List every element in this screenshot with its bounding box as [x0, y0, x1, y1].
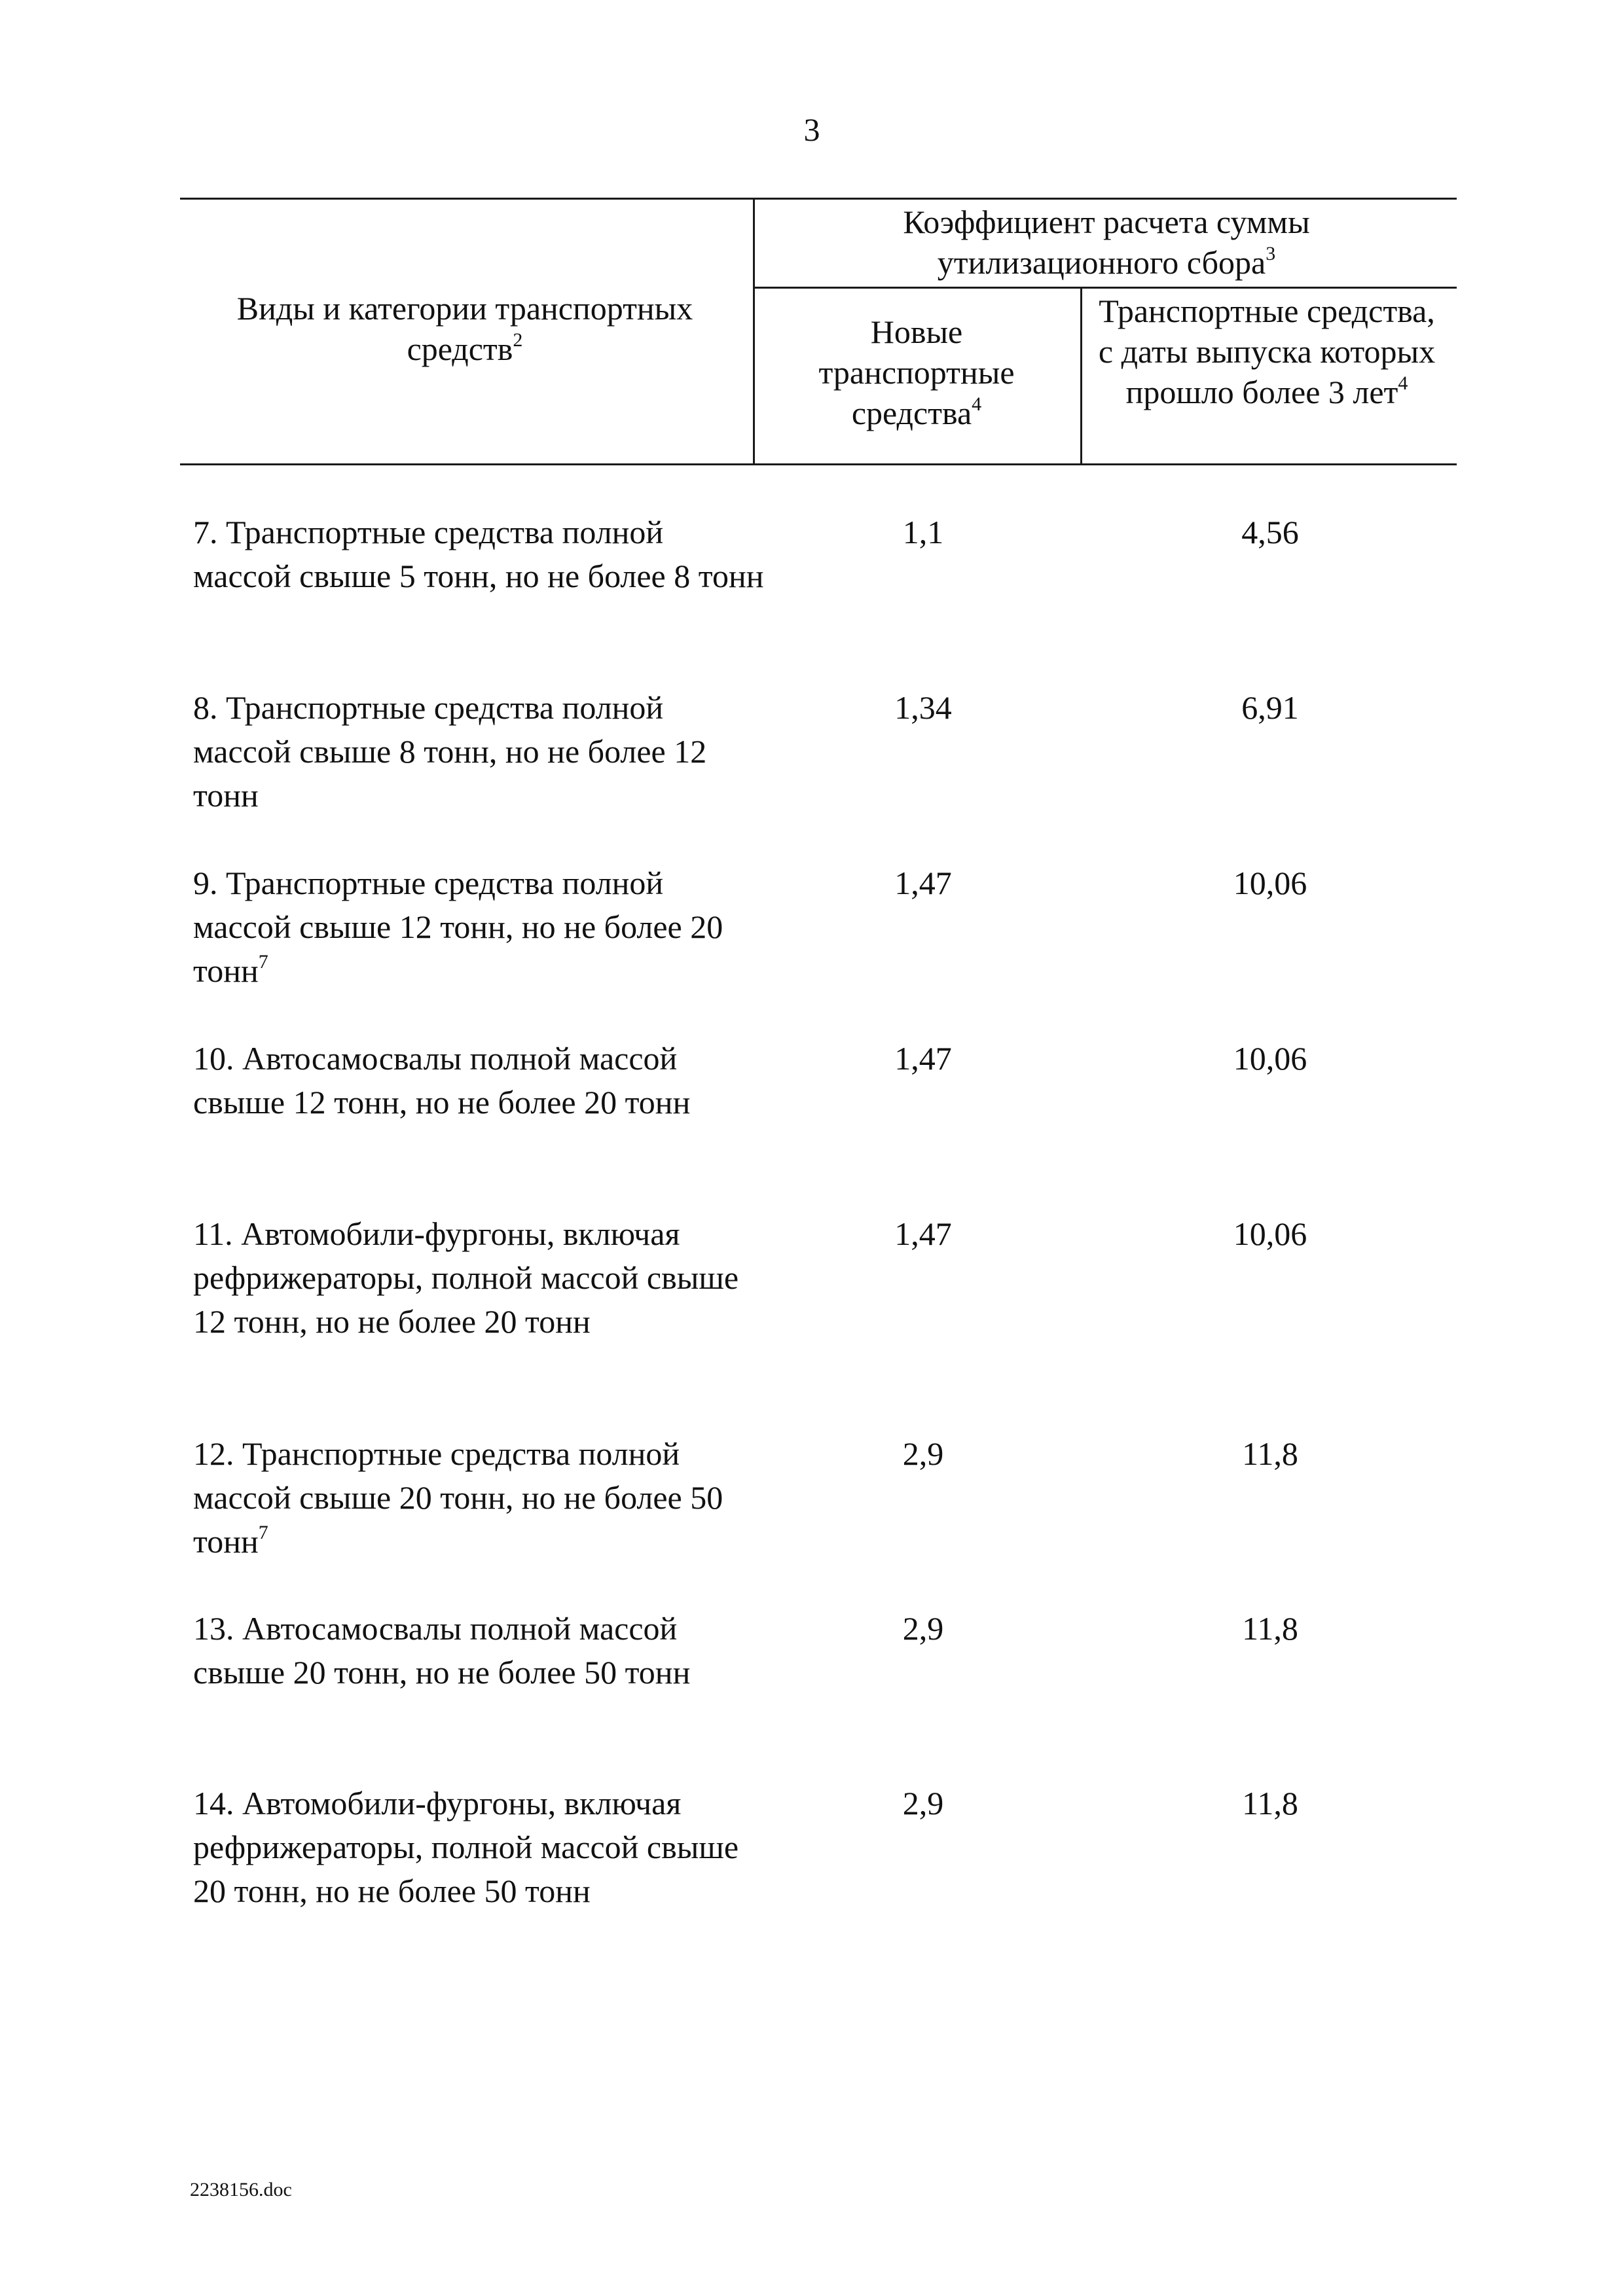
header-bottom-rule — [180, 463, 1457, 465]
row-value-old: 11,8 — [1242, 1610, 1298, 1647]
row-value-new: 1,47 — [894, 865, 952, 901]
row-label: 10. Автосамосвалы полной массой свыше 12 тонн, но не более 20 тонн — [193, 1040, 691, 1121]
column-header-new-vehicles-text: Новые транспортные средства — [818, 314, 1015, 431]
row-value-old: 10,06 — [1233, 1040, 1307, 1077]
column-group-header-text: Коэффициент расчета суммы утилизационного сбора — [903, 204, 1310, 281]
row-label: 8. Транспортные средства полной массой свыше 8 тонн, но не более 12 тонн — [193, 689, 707, 814]
footnote-ref-2: 2 — [513, 329, 523, 351]
row-value-old: 10,06 — [1233, 865, 1307, 901]
row-value-new: 1,34 — [894, 689, 952, 726]
row-value-new: 2,9 — [902, 1785, 944, 1821]
row-label: 13. Автосамосвалы полной массой свыше 20 тонн, но не более 50 тонн — [193, 1610, 691, 1691]
row-label: 7. Транспортные средства полной массой свыше 5 тонн, но не более 8 тонн — [193, 514, 764, 594]
footnote-ref-3: 3 — [1266, 243, 1276, 264]
column-group-header-coefficient — [812, 202, 1401, 283]
row-value-old: 11,8 — [1242, 1785, 1298, 1821]
column-header-new-vehicles — [782, 312, 1051, 433]
row-value-new: 1,47 — [894, 1215, 952, 1252]
row-value-new: 1,47 — [894, 1040, 952, 1077]
row-label: 14. Автомобили-фургоны, включая рефрижераторы, полной массой свыше 20 тонн, но не более 50 тонн — [193, 1785, 739, 1909]
row-value-old: 6,91 — [1241, 689, 1299, 726]
column-header-vehicle-types-text: Виды и категории транспортных средств — [236, 290, 693, 367]
header-divider-middle — [1080, 288, 1082, 465]
row-value-new: 2,9 — [902, 1610, 944, 1647]
header-group-rule — [754, 287, 1457, 289]
column-header-vehicle-types — [236, 288, 694, 369]
column-header-old-vehicles — [1090, 291, 1444, 412]
header-divider-left — [753, 198, 755, 465]
footnote-ref-4-old: 4 — [1398, 372, 1408, 394]
document-code: 2238156.doc — [190, 2179, 292, 2200]
row-footnote-ref: 7 — [258, 1522, 268, 1543]
table-top-rule — [180, 198, 1457, 200]
row-label: 12. Транспортные средства полной массой свыше 20 тонн, но не более 50 тонн$^7$ — [193, 1435, 723, 1560]
column-header-old-vehicles-text: Транспортные средства, с даты выпуска которых прошло более 3 лет — [1098, 293, 1436, 410]
row-value-new: 1,1 — [902, 514, 944, 550]
footnote-ref-4-new: 4 — [972, 393, 982, 415]
page-number: 3 — [803, 111, 820, 148]
row-value-old: 4,56 — [1241, 514, 1299, 550]
row-label: 9. Транспортные средства полной массой свыше 12 тонн, но не более 20 тонн$^7$ — [193, 865, 723, 989]
row-value-old: 11,8 — [1242, 1435, 1298, 1472]
row-footnote-ref: 7 — [258, 951, 268, 973]
row-value-new: 2,9 — [902, 1435, 944, 1472]
row-label: 11. Автомобили-фургоны, включая рефрижераторы, полной массой свыше 12 тонн, но не более 20 тонн — [193, 1215, 739, 1340]
row-value-old: 10,06 — [1233, 1215, 1307, 1252]
